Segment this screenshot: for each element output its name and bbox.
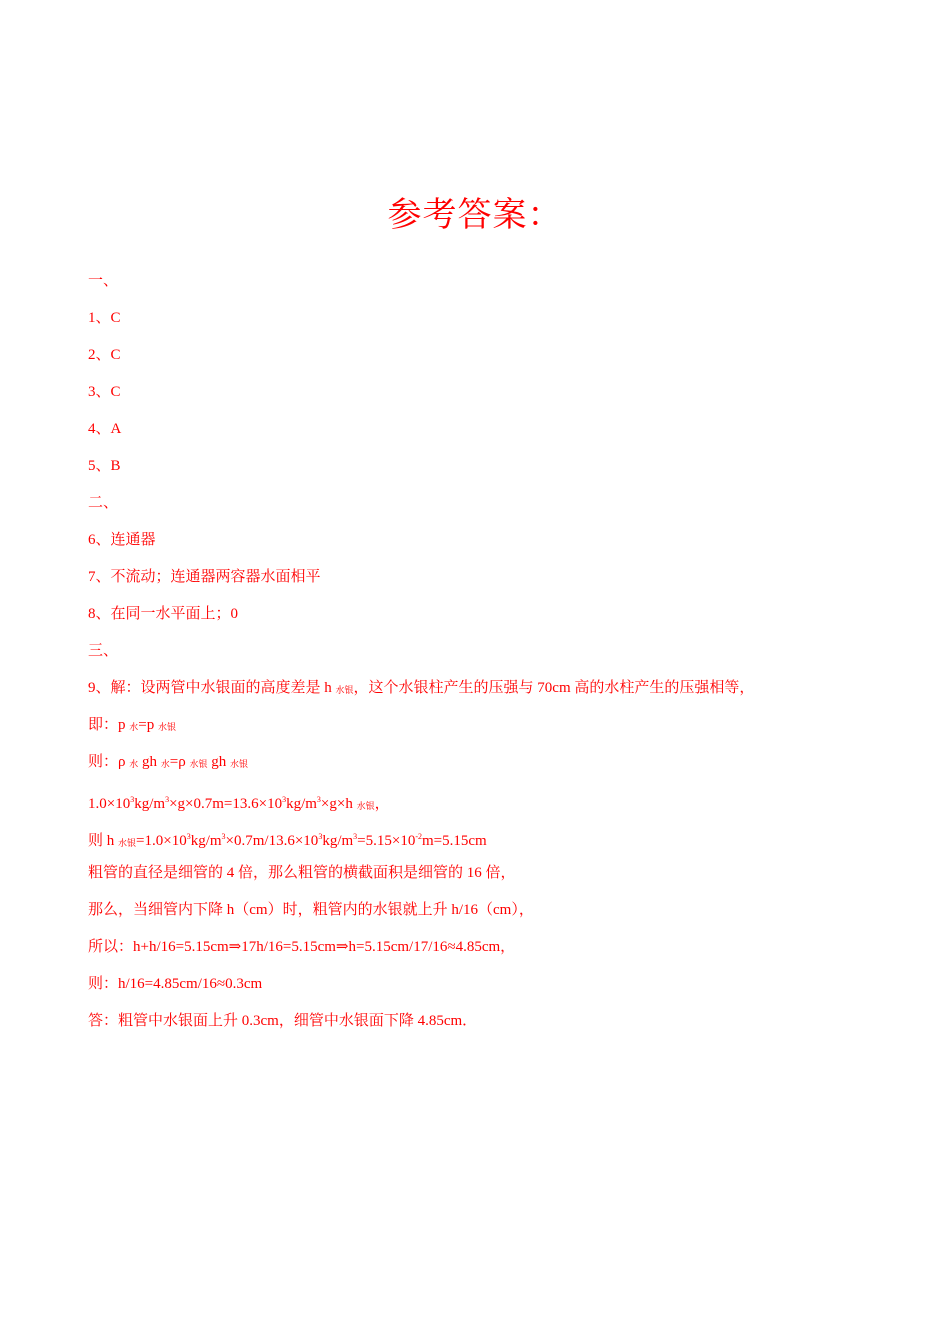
answer-4: 4、A <box>88 421 122 437</box>
q9-superscript: 3 <box>318 832 323 841</box>
answer-7: 7、不流动；连通器两容器水面相平 <box>88 569 321 585</box>
q9-line-3 <box>88 744 888 781</box>
q9-superscript: -2 <box>415 832 422 841</box>
q9-line-6: 粗管的直径是细管的 4 倍，那么粗管的横截面积是细管的 16 倍， <box>88 865 516 881</box>
q9-text: =1.0×10 <box>136 833 187 849</box>
q9-subscript: 水银 <box>158 722 177 732</box>
q9-subscript: 水 <box>129 722 139 732</box>
q9-text: =p <box>138 717 158 733</box>
q9-superscript: 3 <box>186 832 191 841</box>
q9-text: ， <box>374 796 390 812</box>
q9-line-7: 那么，当细管内下降 h（cm）时，粗管内的水银就上升 h/16（cm）， <box>88 902 534 918</box>
answer-2: 2、C <box>88 347 121 363</box>
q9-text: =5.15×10 <box>357 833 416 849</box>
q9-text: =ρ <box>169 754 190 770</box>
answer-3: 3、C <box>88 384 121 400</box>
q9-line-2 <box>88 707 888 744</box>
q9-text: kg/m <box>190 833 222 849</box>
section-heading-2: 二、 <box>88 495 119 511</box>
answer-5: 5、B <box>88 458 121 474</box>
q9-text: m=5.15cm <box>422 833 487 849</box>
section-heading-1: 一、 <box>88 273 119 289</box>
answer-6: 6、连通器 <box>88 532 156 548</box>
q9-superscript: 3 <box>130 795 135 804</box>
q9-text: 1.0×10 <box>88 796 131 812</box>
q9-line-9: 则：h/16=4.85cm/16≈0.3cm <box>88 976 263 992</box>
q9-text: kg/m <box>286 796 317 812</box>
q9-line-4 <box>88 781 888 818</box>
q9-text: 9、解：设两管中水银面的高度差是 h <box>88 680 336 696</box>
q9-text: kg/m <box>322 833 354 849</box>
answer-1: 1、C <box>88 310 121 326</box>
q9-text: ×0.7m/13.6×10 <box>225 833 319 849</box>
q9-text: gh <box>207 754 230 770</box>
section-heading-3: 三、 <box>88 643 119 659</box>
q9-superscript: 3 <box>353 832 358 841</box>
q9-subscript: 水银 <box>118 838 137 848</box>
q9-subscript: 水 <box>129 759 139 769</box>
q9-text: 即：p <box>88 717 130 733</box>
q9-superscript: 3 <box>165 795 170 804</box>
q9-subscript: 水银 <box>230 759 249 769</box>
q9-text: ，这个水银柱产生的压强与 70cm 高的水柱产生的压强相等， <box>353 680 755 696</box>
q9-line-8: 所以：h+h/16=5.15cm⇒17h/16=5.15cm⇒h=5.15cm/17/16≈4.85cm， <box>88 939 516 955</box>
q9-text: ×g×0.7m=13.6×10 <box>169 796 283 812</box>
q9-text: kg/m <box>134 796 166 812</box>
q9-text: 则 h <box>88 833 119 849</box>
q9-text: gh <box>138 754 161 770</box>
answer-8: 8、在同一水平面上；0 <box>88 606 239 622</box>
q9-text: 则：ρ <box>88 754 130 770</box>
q9-superscript: 3 <box>316 795 321 804</box>
answer-content <box>88 263 888 1040</box>
q9-subscript: 水银 <box>189 759 208 769</box>
q9-conclusion: 答：粗管中水银面上升 0.3cm，细管中水银面下降 4.85cm． <box>88 1013 478 1029</box>
q9-subscript: 水银 <box>335 685 354 695</box>
q9-subscript: 水银 <box>356 801 375 811</box>
q9-line-1 <box>88 670 888 707</box>
q9-line-5 <box>88 818 888 855</box>
q9-superscript: 3 <box>282 795 287 804</box>
q9-superscript: 3 <box>221 832 226 841</box>
page-title: 参考答案： <box>387 195 563 235</box>
q9-text: ×g×h <box>320 796 357 812</box>
q9-subscript: 水 <box>160 759 170 769</box>
